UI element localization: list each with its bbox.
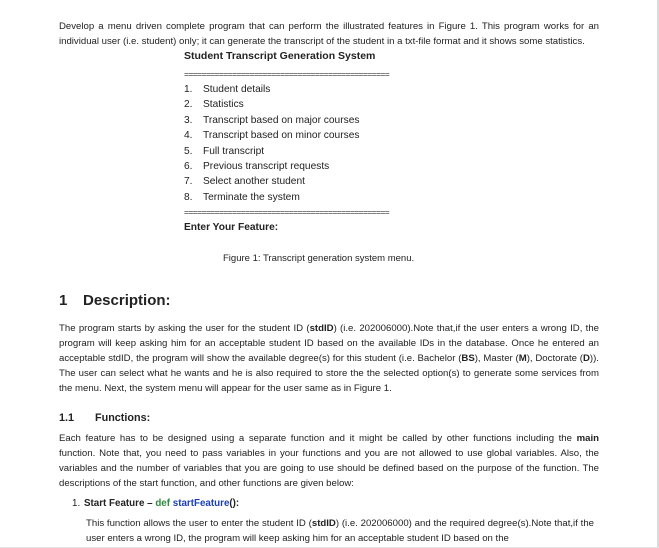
subsection-heading-functions: 1.1 Functions: [59,412,151,424]
menu-item: 5. Full transcript [184,145,265,157]
menu-separator-bottom: =============================================== [184,207,390,218]
section-heading-description: 1 Description: [59,292,171,309]
menu-prompt: Enter Your Feature: [184,222,279,234]
menu-item: 7. Select another student [184,176,305,188]
menu-item: 3. Transcript based on major courses [184,114,360,126]
functions-paragraph: Each feature has to be designed using a separate function and it might be called by other functions including the main function. Note that, you need to pass variables in your functions and you are not allowed to use global variables. Also, the variables and the number of variables that you are going to use should be defined based on the purpose of the function. The descriptions of the start function, and other functions are given below: [59,433,599,489]
menu-separator-top: =============================================== [184,69,390,79]
feature-heading-start: 1. Start Feature – def startFeature(): [72,498,240,509]
menu-figure [184,48,484,236]
intro-paragraph: Develop a menu driven complete program that can perform the illustrated features in Figure 1. This program works for an individual user (i.e. student) only; it can generate the transcript of the student in a txt-file format and it shows some statistics. [59,21,599,47]
description-paragraph: The program starts by asking the user for the student ID (stdID) (i.e. 202006000).Note that,if the user enters a wrong ID, the program will keep asking him for an acceptable student ID based on the available IDs in the database. Once he entered an acceptable stdID, the program will show the available degree(s) for this student (i.e. Bachelor (BS), Master (M), Doctorate (D)). The user can select what he wants and he is also required to store the the selected option(s) to generate some services from the menu. Next, the system menu will appear for the user same as in Figure 1. [59,323,599,394]
feature-description: This function allows the user to enter the student ID (stdID) (i.e. 202006000) and the required degree(s).Note that,if the user enters a wrong ID, the program will keep asking him for an acceptable student ID based on the [86,518,594,544]
menu-list [184,82,484,205]
menu-item: 6. Previous transcript requests [184,160,330,172]
menu-item: 1. Student details [184,84,271,95]
menu-item: 4. Transcript based on minor courses [184,130,360,142]
menu-title: Student Transcript Generation System [184,50,376,62]
menu-item: 2. Statistics [184,99,244,111]
figure-caption: Figure 1: Transcript generation system menu. [223,253,415,264]
menu-item: 8. Terminate the system [184,191,300,203]
